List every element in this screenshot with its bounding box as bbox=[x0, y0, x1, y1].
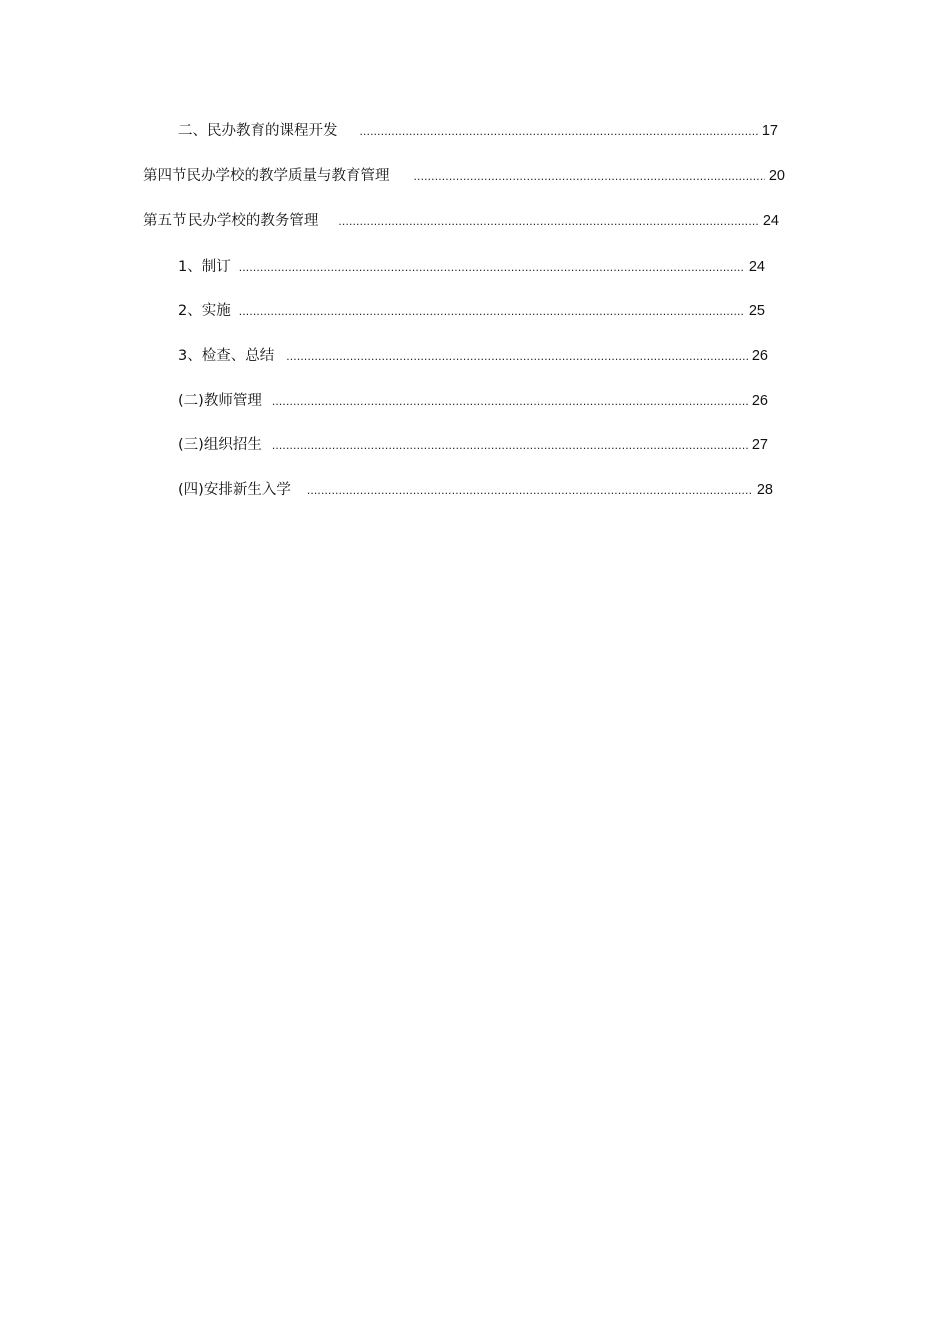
toc-entry[interactable] bbox=[178, 435, 768, 455]
toc-entry-page: 20 bbox=[768, 168, 785, 184]
toc-entry-title: (二)教师管理 bbox=[178, 393, 262, 409]
toc-entry-section-number: 第四节 bbox=[143, 168, 187, 184]
toc-dot-leader bbox=[272, 391, 748, 411]
toc-entry-page: 25 bbox=[748, 303, 765, 319]
toc-entry-page: 28 bbox=[756, 482, 773, 498]
toc-entry[interactable] bbox=[178, 391, 768, 411]
toc-entry-section-number: 第五节 bbox=[143, 213, 187, 229]
toc-entry[interactable] bbox=[178, 301, 765, 321]
toc-entry[interactable] bbox=[143, 211, 779, 231]
toc-entry[interactable] bbox=[178, 480, 773, 500]
toc-entry-title: 二、民办教育的课程开发 bbox=[178, 123, 338, 139]
toc-entry[interactable] bbox=[178, 257, 765, 277]
toc-entry[interactable] bbox=[178, 346, 768, 366]
toc-dot-leader bbox=[307, 480, 753, 500]
toc-dot-leader bbox=[360, 121, 758, 141]
toc-entry-title: 民办学校的教学质量与教育管理 bbox=[186, 168, 390, 184]
toc-dot-leader bbox=[338, 211, 758, 231]
toc-entry-page: 17 bbox=[761, 123, 778, 139]
toc-entry-title: 民办学校的教务管理 bbox=[187, 213, 319, 229]
toc-dot-leader bbox=[272, 435, 748, 455]
toc-entry-title: 1、制订 bbox=[178, 259, 231, 275]
toc-entry-page: 26 bbox=[751, 348, 768, 364]
toc-entry-page: 24 bbox=[762, 213, 779, 229]
toc-dot-leader bbox=[286, 346, 748, 366]
toc-entry-title: (三)组织招生 bbox=[178, 437, 262, 453]
toc-entry[interactable] bbox=[143, 166, 785, 186]
toc-entry-page: 27 bbox=[751, 437, 768, 453]
toc-entry-title: 2、实施 bbox=[178, 303, 231, 319]
toc-dot-leader bbox=[239, 301, 745, 321]
toc-dot-leader bbox=[239, 257, 745, 277]
toc-entry-page: 26 bbox=[751, 393, 768, 409]
toc-entry-page: 24 bbox=[748, 259, 765, 275]
toc-dot-leader bbox=[414, 166, 765, 186]
toc-entry[interactable] bbox=[178, 121, 778, 141]
toc-entry-title: 3、检查、总结 bbox=[178, 348, 275, 364]
toc-entry-title: (四)安排新生入学 bbox=[178, 482, 291, 498]
